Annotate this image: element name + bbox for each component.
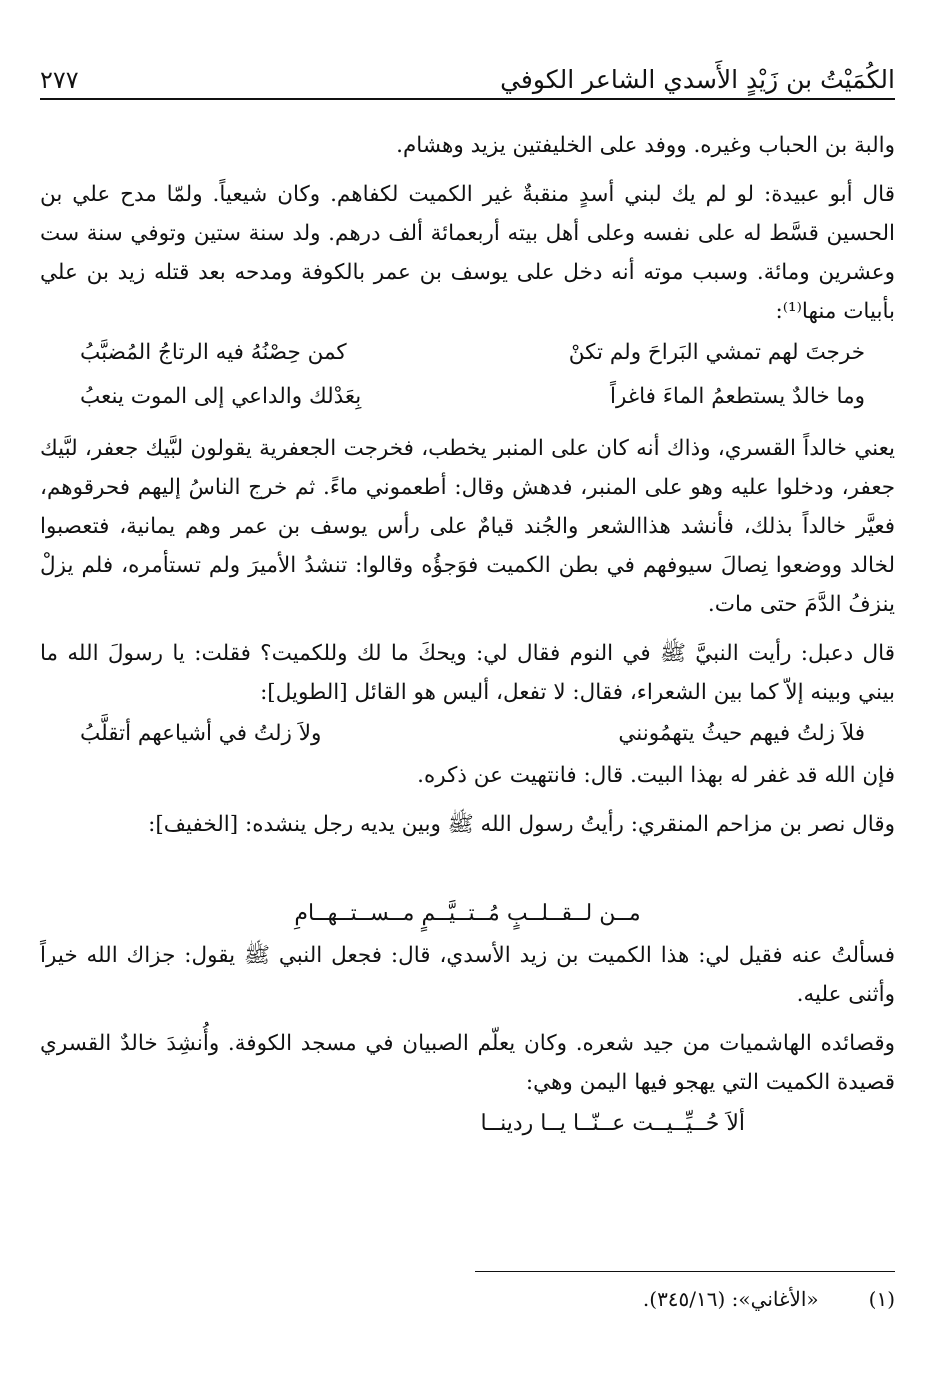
verse-2-first-hemistich: وما خالدٌ يستطعمُ الماءَ فاغراً <box>610 384 865 409</box>
paragraph-3: يعني خالداً القسري، وذاك أنه كان على المنبر يخطب، فخرجت الجعفرية يقولون لبَّيك جعفر، لبَّيك جعفر، ودخلوا عليه وهو على المنبر، فدهش وقال: أطعموني ماءً. ثم خرج الناسُ إليهم فحرقوهم، فعيَّر خالداً بذلك، فأنشد هذاالشعر والجُند قيامٌ على رأس يوسف بن عمر وهم يمانية، فتعصبوا لخالد ووضعوا نِصالَ سيوفهم في بطن الكميت فوَجؤُه وقالوا: تنشدُ الأميرَ ولم تستأمره، فلم يزلْ ينزفُ الدَّمَ حتى مات. <box>40 436 895 617</box>
verse-3-second-hemistich: ولاَ زلتُ في أشياعهم أتقلَّبُ <box>80 721 322 746</box>
verse-3 <box>40 712 895 756</box>
verse-2-second-hemistich: بِعَدْلك والداعي إلى الموت ينعبُ <box>80 384 362 409</box>
paragraph-4: قال دعبل: رأيت النبيَّ ﷺ في النوم فقال لي: ويحكَ ما لك وللكميت؟ فقلت: يا رسولَ الله ما بيني وبينه إلاّ كما بين الشعراء، فقال: لا تفعل، أليس هو القائل [الطويل]: <box>40 641 895 705</box>
centered-hemistich: مــن لــقــلــبٍ مُــتــيَّــمٍ مــســتــهــامِ <box>294 901 641 926</box>
verse-1 <box>40 331 895 375</box>
verse-1-first-hemistich: خرجتَ لهم تمشي البَراحَ ولم تكنْ <box>568 340 865 365</box>
main-text <box>40 126 895 1146</box>
verse-3-first-hemistich: فلاَ زلتُ فيهم حيثُ يتهمُونني <box>618 721 865 746</box>
paragraph-6: وقال نصر بن مزاحم المنقري: رأيتُ رسول الله ﷺ وبين يديه رجل ينشده: [الخفيف]: <box>148 812 895 837</box>
paragraph-5: فإن الله قد غفر له بهذا البيت. قال: فانتهيت عن ذكره. <box>417 763 895 788</box>
running-header <box>40 48 895 100</box>
footnote-text: «الأغاني»: (٣٤٥/١٦). <box>642 1287 819 1311</box>
page-number: ٢٧٧ <box>40 66 79 94</box>
verse-1-second-hemistich: كمن حِصْنُهُ فيه الرتاجُ المُضبَّبُ <box>80 340 347 365</box>
running-title: الكُمَيْتُ بن زَيْدٍ الأَسدي الشاعر الكوفي <box>500 65 895 94</box>
footnote-separator <box>475 1271 895 1272</box>
footnote-number: (١) <box>868 1287 895 1311</box>
paragraph-7: فسألتُ عنه فقيل لي: هذا الكميت بن زيد الأسدي، قال: فجعل النبي ﷺ يقول: جزاك الله خيراً وأثنى عليه. <box>40 943 895 1007</box>
paragraph-8: وقصائده الهاشميات من جيد شعره. وكان يعلّم الصبيان في مسجد الكوفة. وأُنشِدَ خالدٌ القسري قصيدة الكميت التي يهجو فيها اليمن وهي: <box>40 1031 895 1095</box>
paragraph-1: والبة بن الحباب وغيره. ووفد على الخليفتين يزيد وهشام. <box>396 133 895 158</box>
paragraph-2: قال أبو عبيدة: لو لم يك لبني أسدٍ منقبةٌ غير الكميت لكفاهم. وكان شيعياً. ولمّا مدح علي بن الحسين قسَّط له على نفسه وعلى أهل بيته أربعمائة ألف درهم. ولد سنة ستين وتوفي سنة ست وعشرين ومائة. وسبب موته أنه دخل على يوسف بن عمر بالكوفة ومدحه بعد قتله زيد بن علي بأبيات منها⁽¹⁾: <box>40 182 895 324</box>
closing-hemistich: ألاَ حُــيِّــيــت عــنّــا يــا ردينــا <box>480 1111 745 1136</box>
verse-2 <box>40 375 895 419</box>
footnote <box>40 1281 895 1317</box>
